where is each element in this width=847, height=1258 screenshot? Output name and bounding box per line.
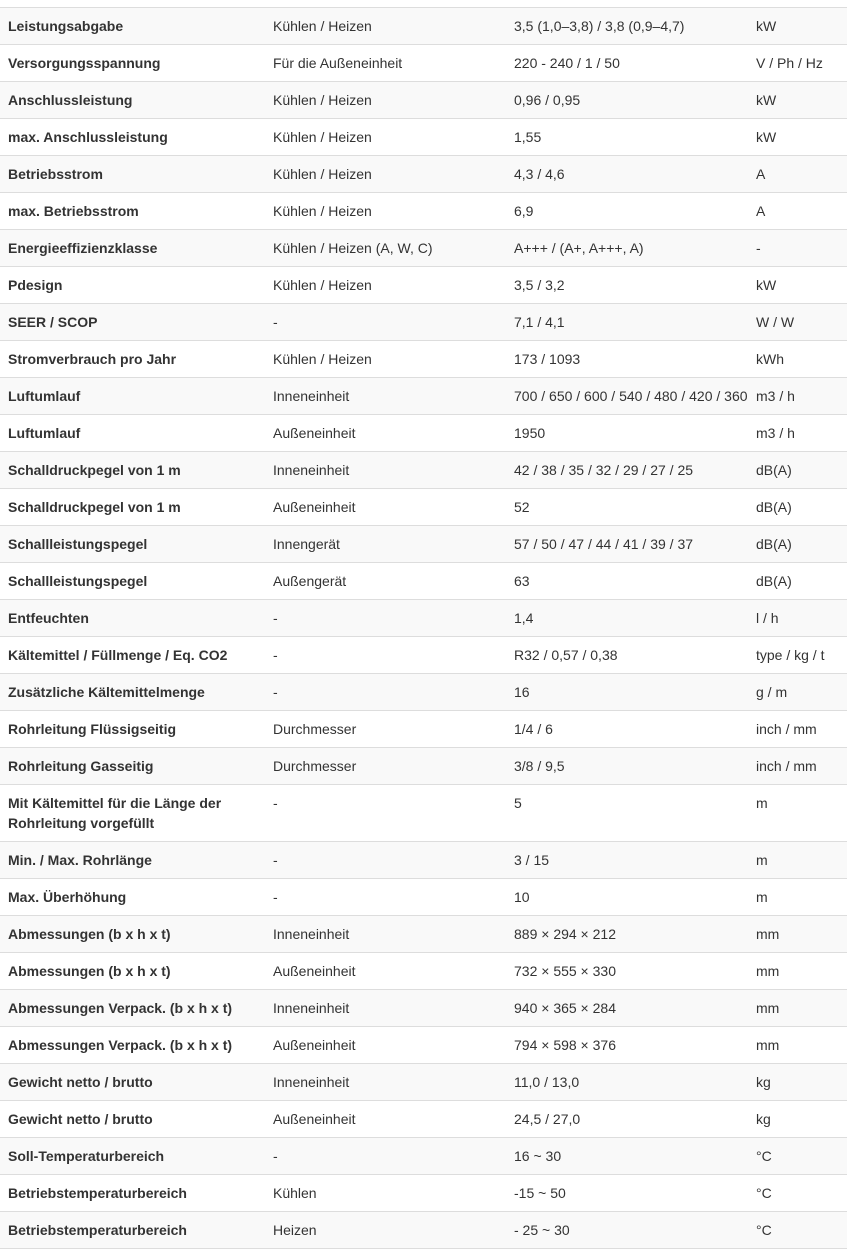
spec-condition: Kühlen / Heizen [265,267,506,304]
spec-value: 1,4 [506,600,748,637]
spec-value: 4,3 / 4,6 [506,156,748,193]
spec-value: 3,5 / 3,2 [506,267,748,304]
spec-condition: Durchmesser [265,711,506,748]
spec-unit: m [748,879,847,916]
spec-label: max. Betriebsstrom [0,193,265,230]
spec-unit: inch / mm [748,711,847,748]
spec-label: Pdesign [0,267,265,304]
spec-label: Schalldruckpegel von 1 m [0,489,265,526]
spec-label: Entfeuchten [0,600,265,637]
table-row [0,82,847,119]
spec-condition: Kühlen / Heizen [265,8,506,45]
spec-condition: - [265,879,506,916]
spec-value: 16 [506,674,748,711]
spec-unit: m [748,785,847,842]
spec-label: Max. Überhöhung [0,879,265,916]
spec-label: Schallleistungspegel [0,563,265,600]
table-row [0,1064,847,1101]
spec-value: 5 [506,785,748,842]
spec-label: max. Anschlussleistung [0,119,265,156]
table-row [0,230,847,267]
spec-label: Stromverbrauch pro Jahr [0,341,265,378]
spec-table-body [0,8,847,1249]
spec-unit: mm [748,990,847,1027]
spec-value: 3 / 15 [506,842,748,879]
spec-label: Rohrleitung Flüssigseitig [0,711,265,748]
spec-condition: Innengerät [265,526,506,563]
spec-value: 63 [506,563,748,600]
spec-label: Luftumlauf [0,415,265,452]
spec-label: Anschlussleistung [0,82,265,119]
spec-label: Schalldruckpegel von 1 m [0,452,265,489]
table-row [0,119,847,156]
table-row [0,45,847,82]
spec-unit: °C [748,1175,847,1212]
spec-label: Betriebsstrom [0,156,265,193]
spec-unit: mm [748,1027,847,1064]
spec-value: R32 / 0,57 / 0,38 [506,637,748,674]
table-row [0,916,847,953]
spec-value: A+++ / (A+, A+++, A) [506,230,748,267]
spec-label: Gewicht netto / brutto [0,1064,265,1101]
table-row [0,1175,847,1212]
spec-condition: - [265,1138,506,1175]
spec-label: Min. / Max. Rohrlänge [0,842,265,879]
spec-label: Betriebstemperaturbereich [0,1175,265,1212]
spec-condition: - [265,600,506,637]
spec-label: Zusätzliche Kältemittelmenge [0,674,265,711]
spec-condition: Außeneinheit [265,489,506,526]
spec-label: Abmessungen (b x h x t) [0,916,265,953]
spec-condition: Für die Außeneinheit [265,45,506,82]
spec-value: 1/4 / 6 [506,711,748,748]
spec-value: 0,96 / 0,95 [506,82,748,119]
spec-label: SEER / SCOP [0,304,265,341]
spec-value: 220 - 240 / 1 / 50 [506,45,748,82]
spec-condition: Kühlen / Heizen [265,119,506,156]
spec-condition: Heizen [265,1212,506,1249]
spec-unit: kWh [748,341,847,378]
spec-value: 7,1 / 4,1 [506,304,748,341]
spec-value: 1,55 [506,119,748,156]
table-row [0,304,847,341]
table-row [0,378,847,415]
table-row [0,785,847,842]
spec-condition: - [265,637,506,674]
spec-condition: Kühlen / Heizen (A, W, C) [265,230,506,267]
spec-condition: Durchmesser [265,748,506,785]
spec-unit: mm [748,916,847,953]
spec-unit: g / m [748,674,847,711]
spec-unit: dB(A) [748,563,847,600]
table-row [0,879,847,916]
spec-value: 1950 [506,415,748,452]
spec-condition: Inneneinheit [265,916,506,953]
table-row [0,711,847,748]
table-row [0,452,847,489]
spec-label: Schallleistungspegel [0,526,265,563]
spec-unit: kW [748,119,847,156]
table-row [0,990,847,1027]
spec-unit: °C [748,1212,847,1249]
spec-value: 6,9 [506,193,748,230]
spec-unit: inch / mm [748,748,847,785]
table-row [0,1212,847,1249]
table-row [0,193,847,230]
table-row [0,415,847,452]
spec-value: 52 [506,489,748,526]
spec-unit: kW [748,267,847,304]
spec-value: 700 / 650 / 600 / 540 / 480 / 420 / 360 [506,378,748,415]
spec-value: 889 × 294 × 212 [506,916,748,953]
spec-condition: Außeneinheit [265,1101,506,1138]
table-row [0,600,847,637]
spec-condition: Inneneinheit [265,990,506,1027]
spec-condition: Inneneinheit [265,378,506,415]
spec-value: 24,5 / 27,0 [506,1101,748,1138]
spec-unit: A [748,156,847,193]
spec-unit: V / Ph / Hz [748,45,847,82]
spec-unit: kg [748,1064,847,1101]
spec-condition: Außengerät [265,563,506,600]
spec-unit: kW [748,82,847,119]
table-row [0,489,847,526]
spec-label: Versorgungsspannung [0,45,265,82]
spec-label: Soll-Temperaturbereich [0,1138,265,1175]
spec-label: Abmessungen (b x h x t) [0,953,265,990]
spec-condition: - [265,842,506,879]
spec-unit: kg [748,1101,847,1138]
spec-label: Leistungsabgabe [0,8,265,45]
spec-condition: Außeneinheit [265,1027,506,1064]
table-row [0,526,847,563]
spec-value: 16 ~ 30 [506,1138,748,1175]
table-row [0,1027,847,1064]
spec-unit: kW [748,8,847,45]
spec-condition: Kühlen [265,1175,506,1212]
table-row [0,267,847,304]
table-row [0,637,847,674]
spec-condition: Außeneinheit [265,415,506,452]
spec-condition: Inneneinheit [265,452,506,489]
spec-condition: Kühlen / Heizen [265,341,506,378]
spec-unit: type / kg / t [748,637,847,674]
spec-condition: Kühlen / Heizen [265,193,506,230]
spec-label: Rohrleitung Gasseitig [0,748,265,785]
table-row [0,748,847,785]
spec-label: Abmessungen Verpack. (b x h x t) [0,1027,265,1064]
spec-value: 10 [506,879,748,916]
table-row [0,156,847,193]
spec-unit: mm [748,953,847,990]
table-row [0,8,847,45]
spec-unit: m3 / h [748,415,847,452]
spec-unit: W / W [748,304,847,341]
spec-label: Luftumlauf [0,378,265,415]
spec-unit: m3 / h [748,378,847,415]
spec-value: 732 × 555 × 330 [506,953,748,990]
table-row [0,1138,847,1175]
spec-value: 940 × 365 × 284 [506,990,748,1027]
spec-value: 173 / 1093 [506,341,748,378]
table-row [0,842,847,879]
spec-condition: Kühlen / Heizen [265,156,506,193]
spec-label: Kältemittel / Füllmenge / Eq. CO2 [0,637,265,674]
spec-unit: dB(A) [748,489,847,526]
spec-unit: m [748,842,847,879]
spec-condition: - [265,304,506,341]
spec-condition: - [265,785,506,842]
spec-condition: - [265,674,506,711]
spec-unit: °C [748,1138,847,1175]
spec-value: -15 ~ 50 [506,1175,748,1212]
spec-value: 3/8 / 9,5 [506,748,748,785]
spec-label: Mit Kältemittel für die Länge der Rohrleitung vorgefüllt [0,785,265,842]
table-row [0,341,847,378]
spec-value: 57 / 50 / 47 / 44 / 41 / 39 / 37 [506,526,748,563]
spec-value: - 25 ~ 30 [506,1212,748,1249]
spec-unit: dB(A) [748,452,847,489]
spec-condition: Kühlen / Heizen [265,82,506,119]
spec-label: Energieeffizienzklasse [0,230,265,267]
spec-condition: Inneneinheit [265,1064,506,1101]
spec-label: Gewicht netto / brutto [0,1101,265,1138]
spec-unit: l / h [748,600,847,637]
spec-label: Betriebstemperaturbereich [0,1212,265,1249]
spec-unit: A [748,193,847,230]
spec-value: 3,5 (1,0–3,8) / 3,8 (0,9–4,7) [506,8,748,45]
table-row [0,563,847,600]
spec-label: Abmessungen Verpack. (b x h x t) [0,990,265,1027]
spec-unit: - [748,230,847,267]
spec-unit: dB(A) [748,526,847,563]
table-row [0,674,847,711]
spec-table [0,7,847,1249]
spec-value: 794 × 598 × 376 [506,1027,748,1064]
spec-value: 11,0 / 13,0 [506,1064,748,1101]
table-row [0,1101,847,1138]
spec-condition: Außeneinheit [265,953,506,990]
spec-value: 42 / 38 / 35 / 32 / 29 / 27 / 25 [506,452,748,489]
table-row [0,953,847,990]
